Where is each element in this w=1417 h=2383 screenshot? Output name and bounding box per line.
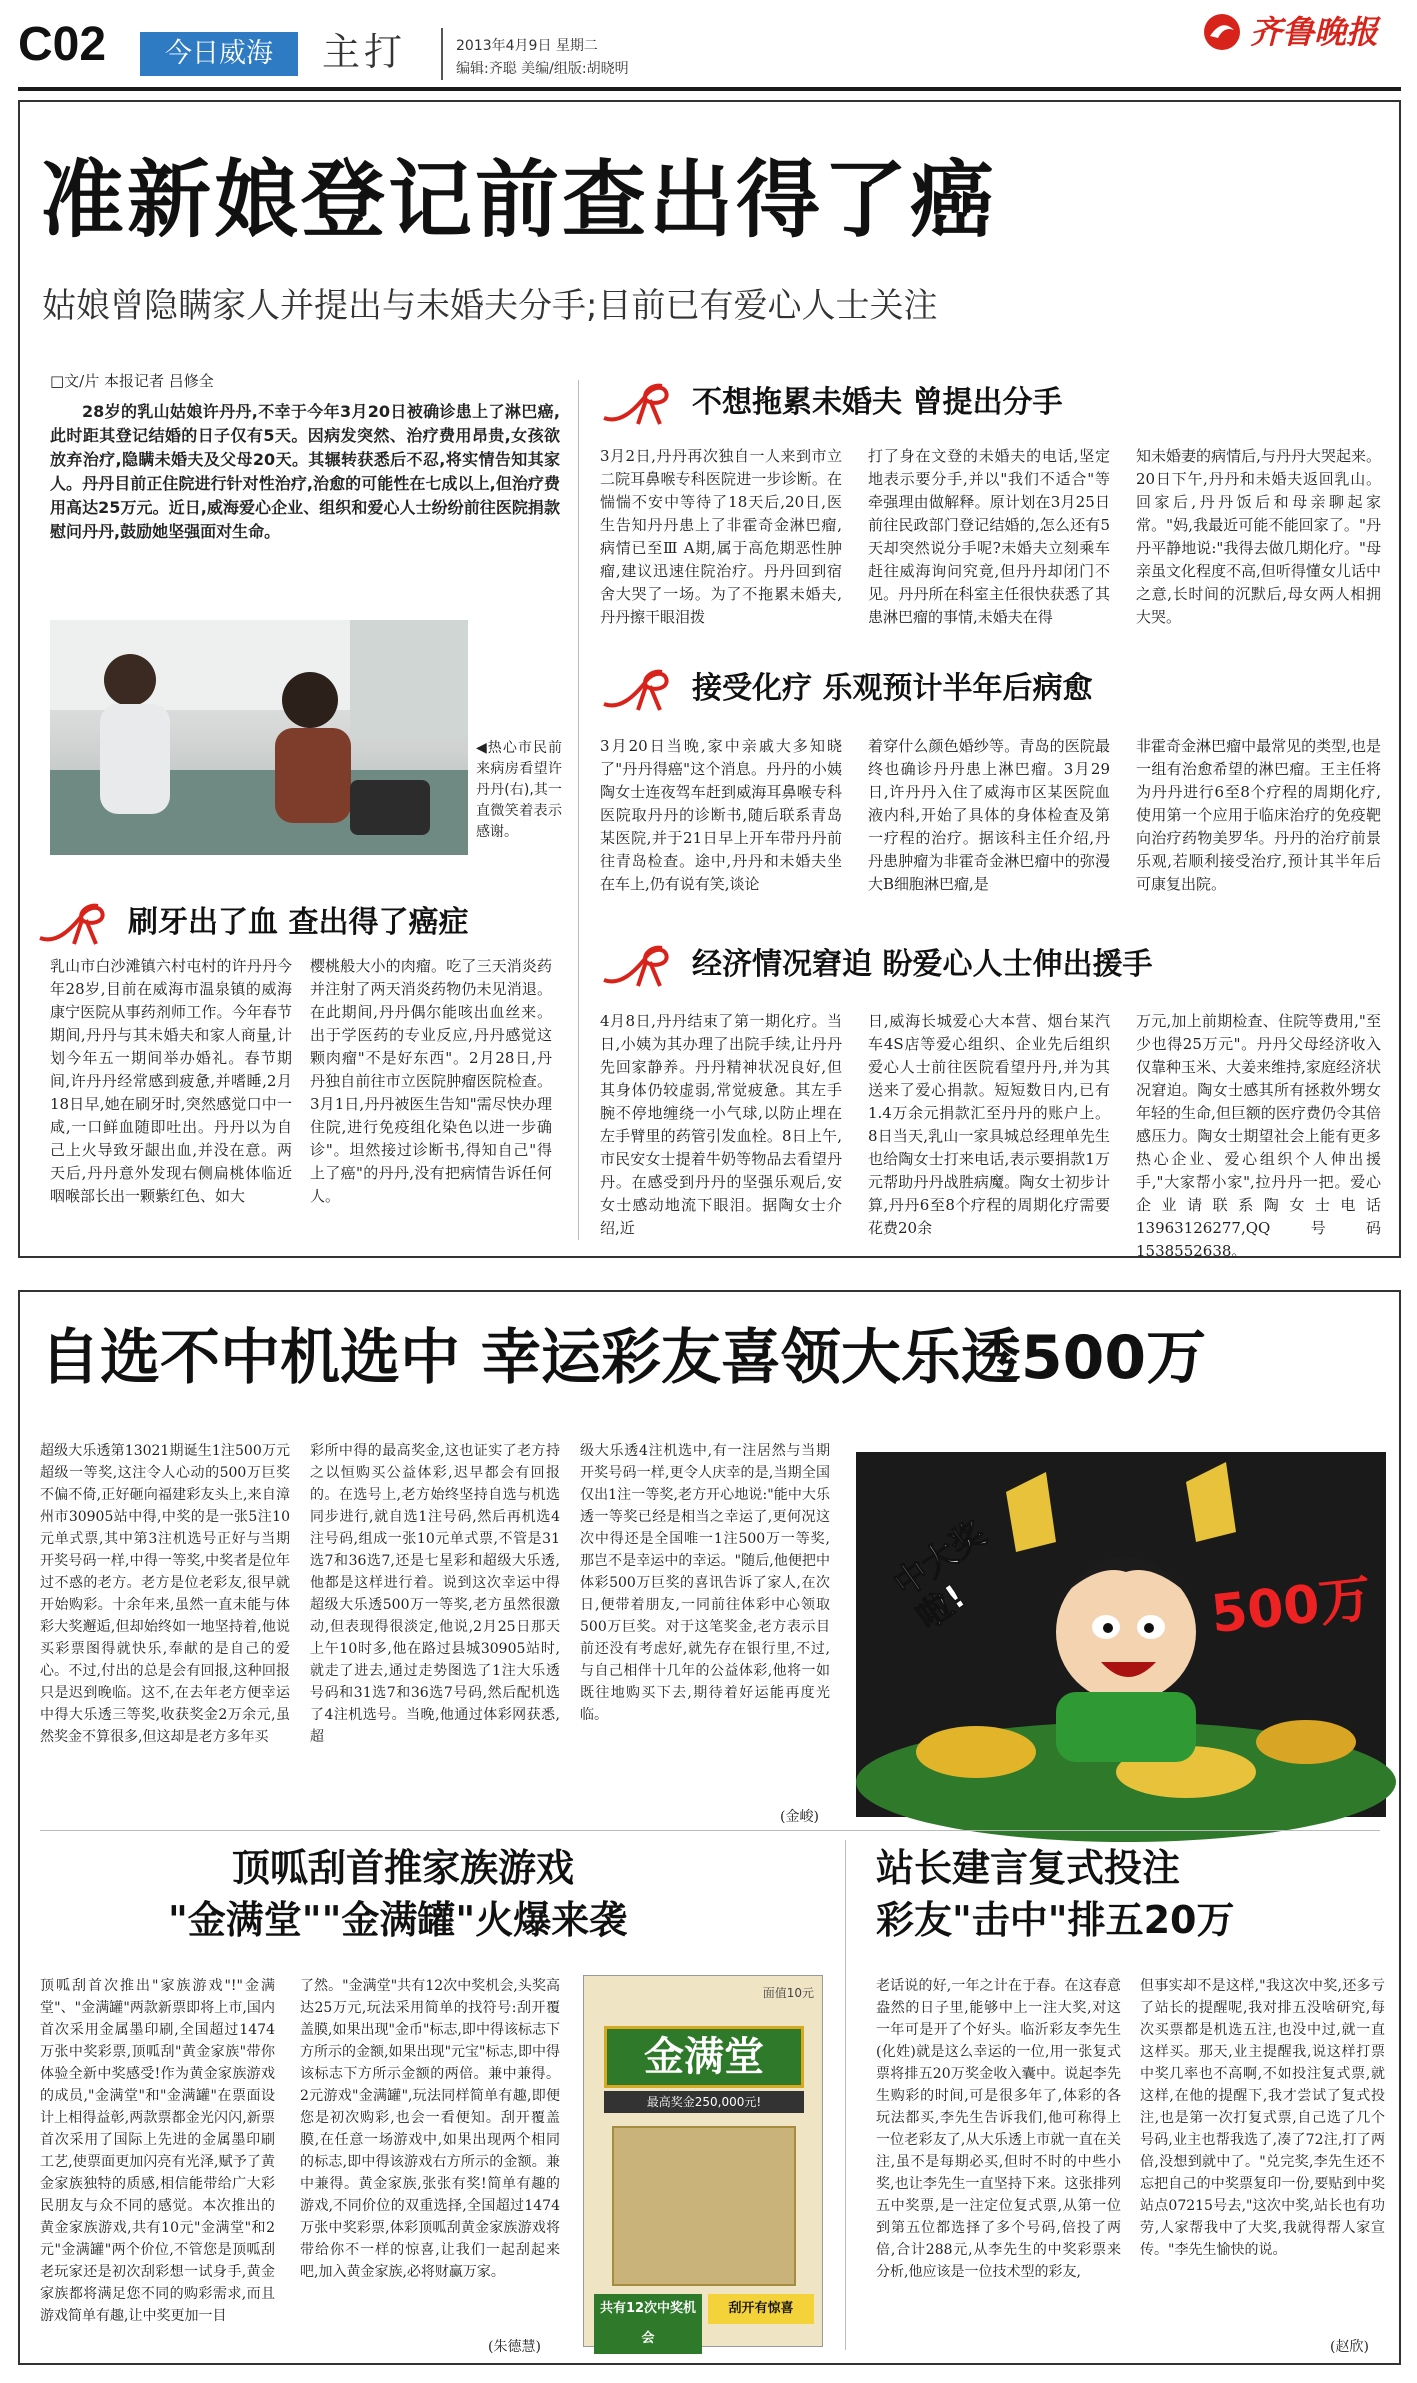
ticket-prize: 最高奖金250,000元!: [604, 2091, 804, 2113]
story3-col2: 了然。"金满堂"共有12次中奖机会,头奖高达25万元,玩法采用简单的找符号:刮开覆盖膜,如果出现"金币"标志,即中得该标志下方所示的金额,如果出现"元宝"标志,即中得该标志下方所示金额的两倍。兼中兼得。2元游戏"金满罐",玩法同样简单有趣,即便您是初次购彩,也会一看便知。刮开覆盖膜,在任意一场游戏中,如果出现两个相同的标志,即中得该游戏右方所示的金额。兼中兼得。黄金家族,张张有奖!简单有趣的游戏,不同价位的双重选择,全国超过1474万张中奖彩票,体彩顶呱刮黄金家族游戏将带给你不一样的惊喜,让我们一起刮起来吧,加入黄金家族,必将财赢万家。: [300, 1978, 560, 2280]
ticket-slogan: 刮开有惊喜: [708, 2294, 814, 2324]
divider-vertical: [441, 28, 443, 80]
story1-section-title-3: 接受化疗 乐观预计半年后病愈: [692, 671, 1093, 706]
story4-headline-2: 彩友"击中"排五20万: [876, 1898, 1235, 1942]
ribbon-icon: [600, 380, 690, 426]
story1-section-title-1: 刷牙出了血 查出得了癌症: [128, 905, 469, 940]
jackpot-amount: 500万: [1208, 1568, 1375, 1646]
column-rule: [578, 380, 579, 1240]
story2-headline: 自选不中机选中 幸运彩友喜领大乐透500万: [40, 1323, 1207, 1393]
story1-section1-col2: 樱桃般大小的肉瘤。吃了三天消炎药并注射了两天消炎药物仍未见消退。在此期间,丹丹偶尔能咳出血丝来。出于学医药的专业反应,丹丹感觉这颗肉瘤"不是好东西"。2月28日,丹丹独自前往市立医院肿瘤医院检查。3月1日,丹丹被医生告知"需尽快办理住院,进行免疫组化染色以进一步确诊"。坦然接过诊断书,得知自己"得上了癌"的丹丹,没有把病情告诉任何人。: [310, 957, 552, 1205]
issue-date: 2013年4月9日 星期二: [456, 38, 598, 54]
story2-col2: 彩所中得的最高奖金,这也证实了老方持之以恒购买公益体彩,迟早都会有回报的。在选号上,老方始终坚持自选与机选同步进行,就自选1注号码,然后再机选4注号码,组成一张10元单式票,不管是31选7和36选7,还是七星彩和超级大乐透,他都是这样进行着。说到这次幸运中得超级大乐透500万一等奖,老方虽然很激动,但表现得很淡定,他说,2月25日那天上午10时多,他在路过县城30905站时,就走了进去,通过走势图选了1注大乐透号码和31选7和36选7号码,然后配机选了4注机选号。当晚,他通过体彩网获悉,超: [310, 1443, 560, 1745]
newspaper-logo: 齐鲁晚报: [1200, 10, 1400, 54]
scratch-ticket: [583, 1975, 823, 2347]
masthead-rule: [18, 87, 1401, 91]
section-label: 主打: [322, 30, 407, 74]
story1-section2-col3: 知未婚妻的病情后,与丹丹大哭起来。20日下午,丹丹和未婚夫返回乳山。回家后,丹丹饭后和母亲聊起家常。"妈,我最近可能不能回家了。"丹丹平静地说:"我得去做几期化疗。"母亲虽文化程度不高,但听得懂女儿话中之意,长时间的沉默后,母女两人相拥大哭。: [1136, 447, 1381, 626]
column-rule: [845, 1840, 846, 2350]
story1-lead: 28岁的乳山姑娘许丹丹,不幸于今年3月20日被确诊患上了淋巴癌,此时距其登记结婚的日子仅有5天。因病发突然、治疗费用昂贵,女孩欲放弃治疗,隐瞒未婚夫及父母20天。其辗转获悉后不忍,将实情告知其家人。丹丹目前正住院进行针对性治疗,治愈的可能性在七成以上,但治疗费用高达25万元。近日,威海爱心企业、组织和爱心人士纷纷前往医院捐款慰问丹丹,鼓励她坚强面对生命。: [50, 402, 560, 541]
horizontal-rule: [40, 1830, 1380, 1831]
story1-headline: 准新娘登记前查出得了癌: [40, 151, 998, 249]
editor-credits: 编辑:齐聪 美编/组版:胡晓明: [456, 61, 629, 77]
ribbon-icon: [36, 900, 126, 946]
story1-photo-caption: ◀热心市民前来病房看望许丹丹(右),其一直微笑着表示感谢。: [476, 740, 562, 840]
story2-author: (金峻): [780, 1809, 819, 1825]
story1-section4-col3: 万元,加上前期检查、住院等费用,"至少也得25万元"。丹丹父母经济收入仅靠种玉米、大姜来维持,家庭经济状况窘迫。陶女士感其所有拯救外甥女年轻的生命,但巨额的医疗费仍令其倍感压力。陶女士期望社会上能有更多热心企业、爱心组织个人伸出援手,"大家帮小家",拉丹丹一把。爱心企业请联系陶女士电话13963126277,QQ号码1538552638。: [1136, 1012, 1381, 1260]
story1-section3-col3: 非霍奇金淋巴瘤中最常见的类型,也是一组有治愈希望的淋巴瘤。王主任将为丹丹进行6至8个疗程的周期化疗,使用第一个应用于临床治疗的免疫靶向治疗药物美罗华。丹丹的治疗前景乐观,若顺利接受治疗,预计其半年后可康复出院。: [1136, 737, 1381, 893]
ticket-price: 面值10元: [762, 1986, 814, 2000]
story1-section4-col2: 日,威海长城爱心大本营、烟台某汽车4S店等爱心组织、企业先后组织爱心人士前往医院看望丹丹,并为其送来了爱心捐款。短短数日内,已有1.4万余元捐款汇至丹丹的账户上。8日当天,乳山一家具城总经理单先生也给陶女士打来电话,表示要捐款1万元帮助丹丹战胜病魔。陶女士初步计算,丹丹6至8个疗程的周期化疗需要花费20余: [868, 1012, 1110, 1237]
story1-section4-col1: 4月8日,丹丹结束了第一期化疗。当日,小姨为其办理了出院手续,让丹丹先回家静养。丹丹精神状况良好,但其身体仍较虚弱,常觉疲惫。其左手腕不停地缠绕一小气球,以防止埋在左手臂里的药管引发血栓。8日上午,市民安女士提着牛奶等物品去看望丹丹。在感受到丹丹的坚强乐观后,安女士感动地流下眼泪。据陶女士介绍,近: [600, 1012, 842, 1237]
story3-headline-1: 顶呱刮首推家族游戏: [232, 1846, 575, 1890]
story4-col1: 老话说的好,一年之计在于春。在这春意盎然的日子里,能够中上一注大奖,对这一年可是开了个好头。临沂彩友李先生(化姓)就是这么幸运的一位,用一张复式票将排五20万奖金收入囊中。说起李先生购彩的时间,可是很多年了,体彩的各玩法都买,李先生告诉我们,他可称得上一位老彩友了,从大乐透上市就一直在关注,虽不是每期必买,但时不时的中些小奖,也让李先生一直坚持下来。这张排列五中奖票,是一注定位复式票,从第一位到第五位都选择了多个号码,倍投了两倍,合计288元,从李先生的中奖彩票来分析,他应该是一位技术型的彩友,: [876, 1978, 1121, 2280]
story1-section1-col1: 乳山市白沙滩镇六村屯村的许丹丹今年28岁,目前在威海市温泉镇的威海康宁医院从事药剂师工作。今年春节期间,丹丹与其未婚夫和家人商量,计划今年五一期间举办婚礼。春节期间,许丹丹经常感到疲惫,并嗜睡,2月18日早,她在刷牙时,突然感觉口中一咸,一口鲜血随即吐出。丹丹以为自己上火导致牙龈出血,并没在意。两天后,丹丹意外发现右侧扁桃体临近咽喉部长出一颗紫红色、如大: [50, 957, 292, 1205]
story1-section-title-2: 不想拖累未婚夫 曾提出分手: [692, 385, 1063, 420]
story2-col3: 级大乐透4注机选中,有一注居然与当期开奖号码一样,更令人庆幸的是,当期全国仅出1注一等奖,老方开心地说:"能中大乐透一等奖已经是相当之幸运了,更何况这次中得还是全国唯一1注500万一等奖,那岂不是幸运中的幸运。"随后,他便把中体彩500万巨奖的喜讯告诉了家人,在次日,便带着朋友,一同前往体彩中心领取500万巨奖。对于这笔奖金,老方表示目前还没有考虑好,就先存在银行里,不过,与自己相伴十几年的公益体彩,他将一如既往地购买下去,期待着好运能再度光临。: [580, 1443, 830, 1723]
story1-section2-col2: 打了身在文登的未婚夫的电话,坚定地表示要分手,并以"我们不适合"等牵强理由做解释。原计划在3月25日前往民政部门登记结婚的,怎么还有5天却突然说分手呢?未婚夫立刻乘车赶往威海询问究竟,但丹丹却闭门不见。丹丹所在科室主任很快获悉了其患淋巴瘤的事情,未婚夫在得: [868, 447, 1110, 626]
story1-section3-col1: 3月20日当晚,家中亲戚大多知晓了"丹丹得癌"这个消息。丹丹的小姨陶女士连夜驾车赶到威海耳鼻喉专科医院取丹丹的诊断书,随后联系青岛某医院,并于21日早上开车带丹丹前往青岛检查。途中,丹丹和未婚夫坐在车上,仍有说有笑,谈论: [600, 737, 842, 893]
page-number: C02: [18, 18, 107, 71]
story1-photo: [50, 620, 468, 855]
story3-col1: 顶呱刮首次推出"家族游戏"!"金满堂"、"金满罐"两款新票即将上市,国内首次采用金属墨印刷,全国超过1474万张中奖彩票,顶呱刮"黄金家族"带你体验全新中奖感受!作为黄金家族游戏的成员,"金满堂"和"金满罐"在票面设计上相得益彰,两款票都金光闪闪,新票首次采用了国际上先进的金属墨印刷工艺,使票面更加闪亮有光泽,赋予了黄金家族独特的质感,相信能带给广大彩民朋友与众不同的感觉。本次推出的黄金家族游戏,共有10元"金满堂"和2元"金满罐"两个价位,不管您是顶呱刮老玩家还是初次刮彩想一试身手,黄金家族都将满足您不同的购彩需求,而且游戏简单有趣,让中奖更加一目: [40, 1978, 275, 2324]
story4-headline-1: 站长建言复式投注: [876, 1846, 1181, 1890]
ticket-grid: [612, 2126, 796, 2286]
ticket-name: 金满堂: [604, 2026, 804, 2088]
ribbon-icon: [600, 666, 690, 712]
jackpot-illustration: [856, 1452, 1386, 1817]
story1-section2-col1: 3月2日,丹丹再次独自一人来到市立二院耳鼻喉专科医院进一步诊断。在惴惴不安中等待了18天后,20日,医生告知丹丹患上了非霍奇金淋巴瘤,病情已至Ⅲ A期,属于高危期恶性肿瘤,建议迅速住院治疗。丹丹回到宿舍大哭了一场。为了不拖累未婚夫,丹丹擦干眼泪拨: [600, 447, 842, 626]
story1-deck: 姑娘曾隐瞒家人并提出与未婚夫分手;目前已有爱心人士关注: [42, 286, 938, 326]
region-tab: 今日威海: [140, 32, 298, 76]
story4-col2: 但事实却不是这样,"我这次中奖,还多亏了站长的提醒呢,我对排五没啥研究,每次买票都是机选五注,也没中过,就一直这样买。那天,业主提醒我,说这样打票中奖几率也不高啊,不如投注复式票,就这样,在他的提醒下,我才尝试了复式投注,也是第一次打复式票,自己选了几个号码,业主也帮我选了,凑了72注,打了两倍,没想到就中了。"兑完奖,李先生还不忘把自己的中奖票复印一份,要贴到中奖站点07215号去,"这次中奖,站长也有功劳,人家帮我中了大奖,我就得帮人家宣传。"李先生愉快的说。: [1140, 1978, 1385, 2258]
story3-headline-2: "金满堂""金满罐"火爆来袭: [168, 1898, 628, 1942]
story4-author: (赵欣): [1330, 2339, 1369, 2355]
jackpot-exclaim: 中大奖啦!: [886, 1513, 994, 1638]
story1-section-title-4: 经济情况窘迫 盼爱心人士伸出援手: [692, 947, 1153, 982]
story1-section3-col2: 着穿什么颜色婚纱等。青岛的医院最终也确诊丹丹患上淋巴瘤。3月29日,许丹丹入住了威海市区某医院血液内科,开始了具体的身体检查及第一疗程的治疗。据该科主任介绍,丹丹患肿瘤为非霍奇金淋巴瘤中的弥漫大B细胞淋巴瘤,是: [868, 737, 1110, 893]
logo-sun-icon: [1200, 10, 1244, 54]
ticket-chances: 共有12次中奖机会: [594, 2294, 702, 2354]
story1-byline: □文/片 本报记者 吕修全: [50, 372, 214, 390]
story3-author: (朱德慧): [488, 2339, 541, 2355]
story2-col1: 超级大乐透第13021期诞生1注500万元超级一等奖,这注令人心动的500万巨奖不偏不倚,正好砸向福建彩友头上,来自漳州市30905站中得,中奖的是一张5注10元单式票,其中第3注机选号正好与当期开奖号码一样,中得一等奖,中奖者是位年过不惑的老方。老方是位老彩友,很早就开始购彩。十余年来,虽然一直未能与体彩大奖邂逅,但却始终如一地坚持着,他说买彩票图得就快乐,奉献的是自己的爱心。不过,付出的总是会有回报,这种回报只是迟到晚临。这不,在去年老方便幸运中得大乐透三等奖,收获奖金2万余元,虽然奖金不算很多,但这却是老方多年买: [40, 1443, 290, 1745]
ribbon-icon: [600, 942, 690, 988]
